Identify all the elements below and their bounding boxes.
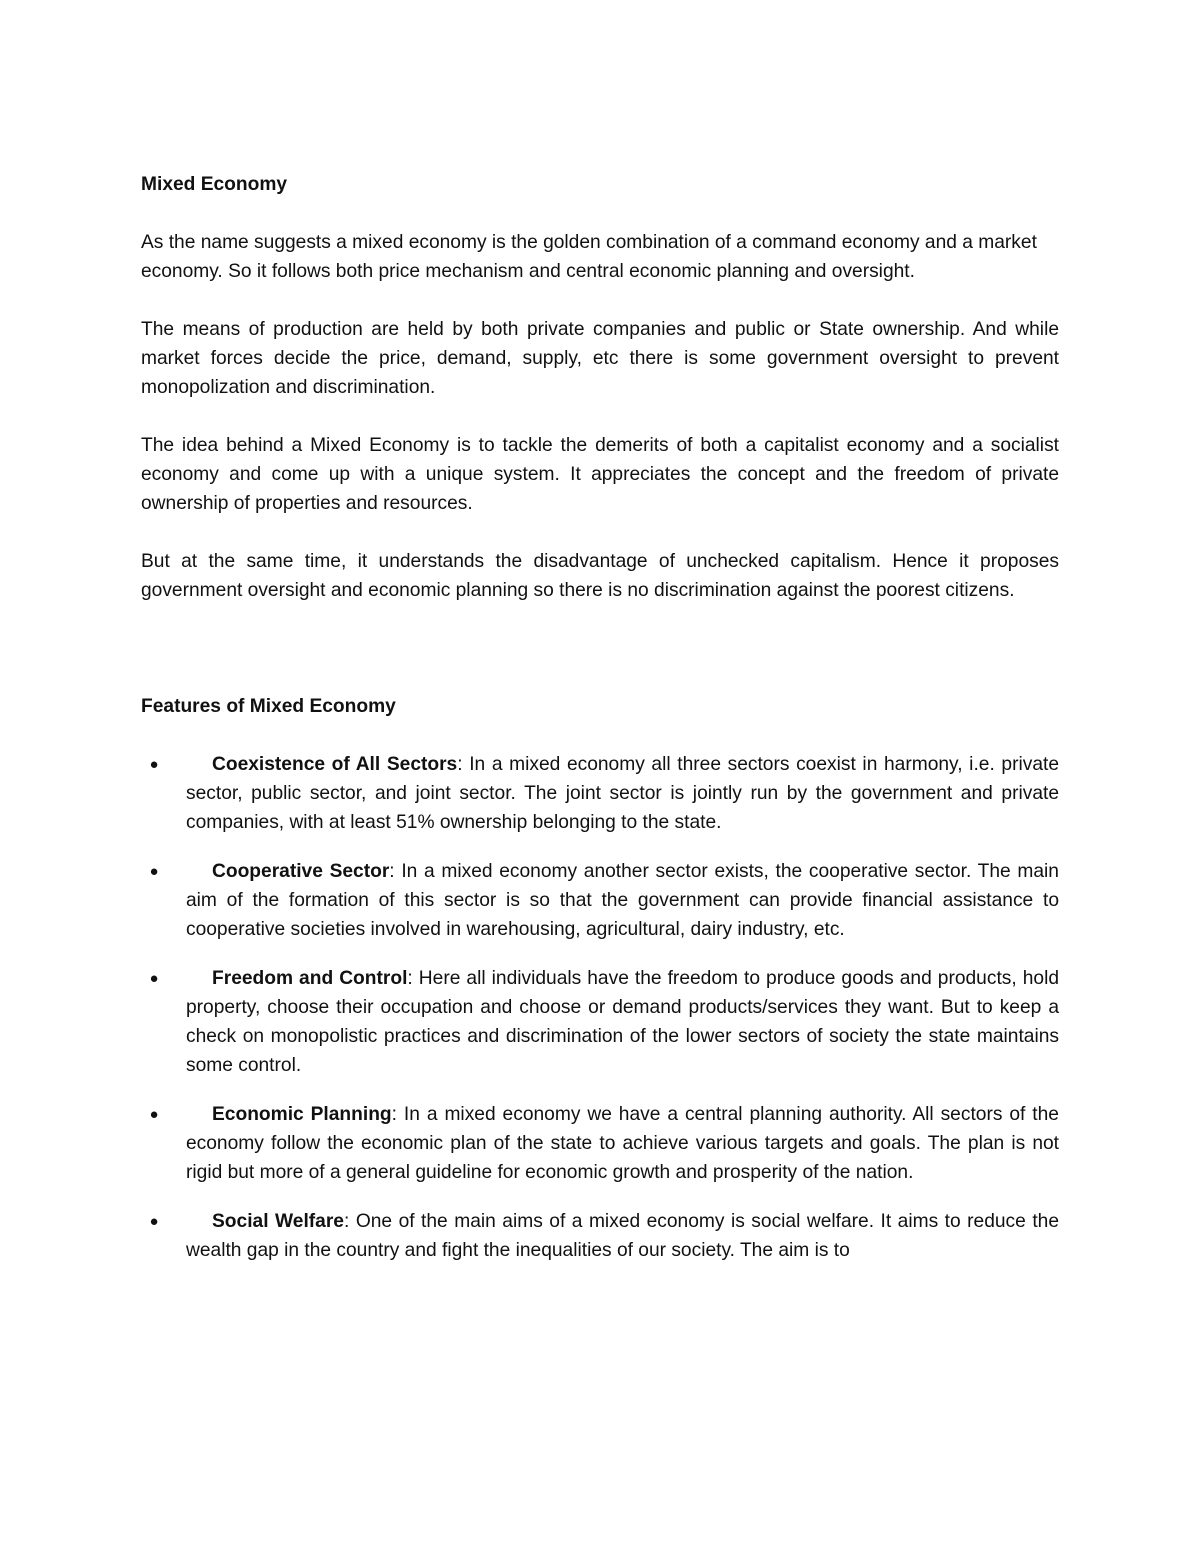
feature-separator: : — [389, 861, 402, 882]
feature-name: Cooperative Sector — [212, 861, 390, 882]
paragraph-intro: As the name suggests a mixed economy is the golden combination of a command economy and a market economy. So it follows both price mechanism and central economic planning and oversight. — [141, 232, 1037, 282]
page-title: Mixed Economy — [141, 174, 288, 195]
feature-text: In a mixed economy another sector exists, the cooperative sector. The main aim of the formation of this sector is so that the government can provide financial assistance to cooperative societies involved in warehousing, agricultural, dairy industry, etc. — [186, 861, 1059, 940]
feature-item-freedom — [141, 964, 1059, 1080]
feature-name: Coexistence of All Sectors — [212, 754, 458, 775]
feature-item-welfare — [141, 1207, 1059, 1265]
document-content — [141, 170, 1059, 1285]
bullet-icon: ● — [149, 756, 159, 773]
feature-item-coexistence — [141, 750, 1059, 837]
bullet-icon: ● — [149, 1106, 159, 1123]
bullet-icon: ● — [149, 1213, 159, 1230]
paragraph-disadvantage: But at the same time, it understands the disadvantage of unchecked capitalism. Hence it proposes government oversight and economic planning so there is no discrimination against the poorest citizens. — [141, 551, 1059, 601]
features-heading: Features of Mixed Economy — [141, 696, 396, 717]
feature-separator: : — [391, 1104, 404, 1125]
feature-name: Economic Planning — [212, 1104, 392, 1125]
feature-separator: : — [343, 1211, 356, 1232]
feature-text: In a mixed economy all three sectors coexist in harmony, i.e. private sector, public sector, and joint sector. The joint sector is jointly run by the government and private companies, with at least 51% ownership belonging to the state. — [186, 754, 1059, 833]
features-list — [141, 750, 1059, 1265]
feature-name: Freedom and Control — [212, 968, 408, 989]
paragraph-means-of-production: The means of production are held by both private companies and public or State ownership. And while market forces decide the price, demand, supply, etc there is some government oversight to prevent monopolization and discrimination. — [141, 319, 1059, 398]
feature-name: Social Welfare — [212, 1211, 344, 1232]
feature-separator: : — [457, 754, 470, 775]
feature-item-planning — [141, 1100, 1059, 1187]
feature-text: One of the main aims of a mixed economy is social welfare. It aims to reduce the wealth gap in the country and fight the inequalities of our society. The aim is to — [186, 1211, 1059, 1261]
feature-separator: : — [407, 968, 419, 989]
feature-text: In a mixed economy we have a central planning authority. All sectors of the economy follow the economic plan of the state to achieve various targets and goals. The plan is not rigid but more of a general guideline for economic growth and prosperity of the nation. — [186, 1104, 1059, 1183]
feature-item-cooperative — [141, 857, 1059, 944]
bullet-icon: ● — [149, 970, 159, 987]
bullet-icon: ● — [149, 863, 159, 880]
feature-text: Here all individuals have the freedom to produce goods and products, hold property, choose their occupation and choose or demand products/services they want. But to keep a check on monopolistic practices and discrimination of the lower sectors of society the state maintains some control. — [186, 968, 1060, 1076]
paragraph-idea: The idea behind a Mixed Economy is to tackle the demerits of both a capitalist economy and a socialist economy and come up with a unique system. It appreciates the concept and the freedom of private ownership of properties and resources. — [141, 435, 1059, 514]
